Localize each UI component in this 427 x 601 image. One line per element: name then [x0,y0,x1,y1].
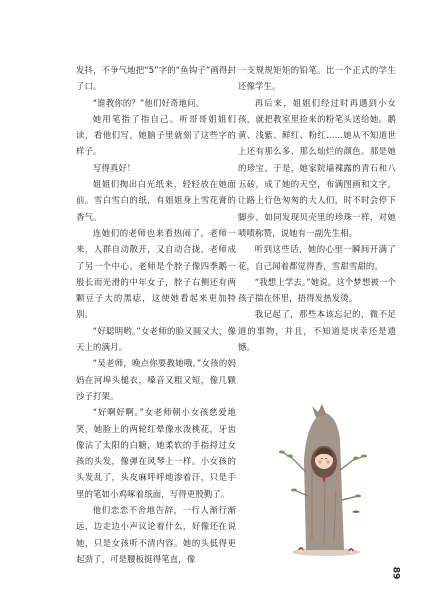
paragraph: “谁教你的？”他们好奇地问。 [92,97,205,108]
paragraph: 我记起了，那些本该忘记的，微不足道的事物，并且，不知道是庆幸还是遗憾。 [238,309,396,353]
paragraph: 写得真好！ [92,162,136,173]
right-text-column [238,62,396,355]
paragraph: 她用笔指了指自己。听哥哥姐姐们读，看他们写，她脑子里就刻了这些字的样子。 [76,113,236,157]
paragraph: 一支规规矩矩的铅笔。比一个正式的学生还像学生。 [238,65,396,92]
paragraph: 听到这些话，她的心里一瞬间开满了花，自己闻着都觉得香，雪甜雪甜的。 [238,244,396,271]
paragraph: 再后来，姐姐们经过时再遇到小女孩，就把教室里捡来的粉笔头送给她。鹅黄、浅紫、鲜红、粉红……她从不知道世上还有那么多、那么灿烂的颜色。那是她的珍宝。于是，她家院墙裸露的青石和八五砖，成了她的天空，布满图画和文字，让路上行色匆匆的大人们，时不时会停下脚步，如同发现贝壳里的珍珠一样，对她啧啧称赞，说她有一副先生相。 [238,97,396,238]
bird-icon [352,511,360,514]
left-text-column [76,62,236,567]
girl-in-tree-illustration [268,400,378,560]
paragraph: 姐姐们掏出白光纸来，轻轻放在她面前。雪白雪白的纸，有姐姐身上雪花膏的香气。 [76,179,236,222]
paragraph: 连她们的老师也来看热闹了。老师一来，人群自动散开，又自动合拢，老师成了另一个中心。老师是个脖子像四季鹅一般长而光滑的中年女子，脖子右侧还有两颗豆子大的黑痣，这使她看起来更加特别。 [76,227,236,320]
paragraph: “吴老师，晚点你要教她哦。”女孩的妈妈在河埠头槌衣，嗓音又粗又短，像几颗沙子打架。 [76,358,236,401]
page-number: 89 [390,566,401,580]
paragraph: “好聪明哟。”女老师的脸又圆又大，像天上的满月。 [76,325,236,353]
paragraph: “我想上学去。”她说。这个梦想被一个孩子揣在怀里，捂得发热发烫。 [238,276,396,304]
paragraph: 他们恋恋不舍地告辞，一行人渐行渐远，边走边小声议论着什么，好像还在说她，只是女孩听不清内容。她的头低得更起劲了，可是腰板挺得笔直，像 [76,505,236,564]
paragraph: “好啊好啊。”女老师朝小女孩慈爱地笑，她脸上的两轮红晕像水泼桃花，牙齿像沾了太阳的白糖，她柔软的手指捋过女孩的头发，像弹在风琴上一样。小女孩的头发乱了，头皮麻呼呼地渗着汗，只是手里的笔如小鸡啄着纸面，写得更殷勤了。 [76,407,236,499]
paragraph: 发抖，不争气地把“5”字的“鱼钩子”画得封了口。 [76,65,236,92]
right-branches [340,456,364,500]
